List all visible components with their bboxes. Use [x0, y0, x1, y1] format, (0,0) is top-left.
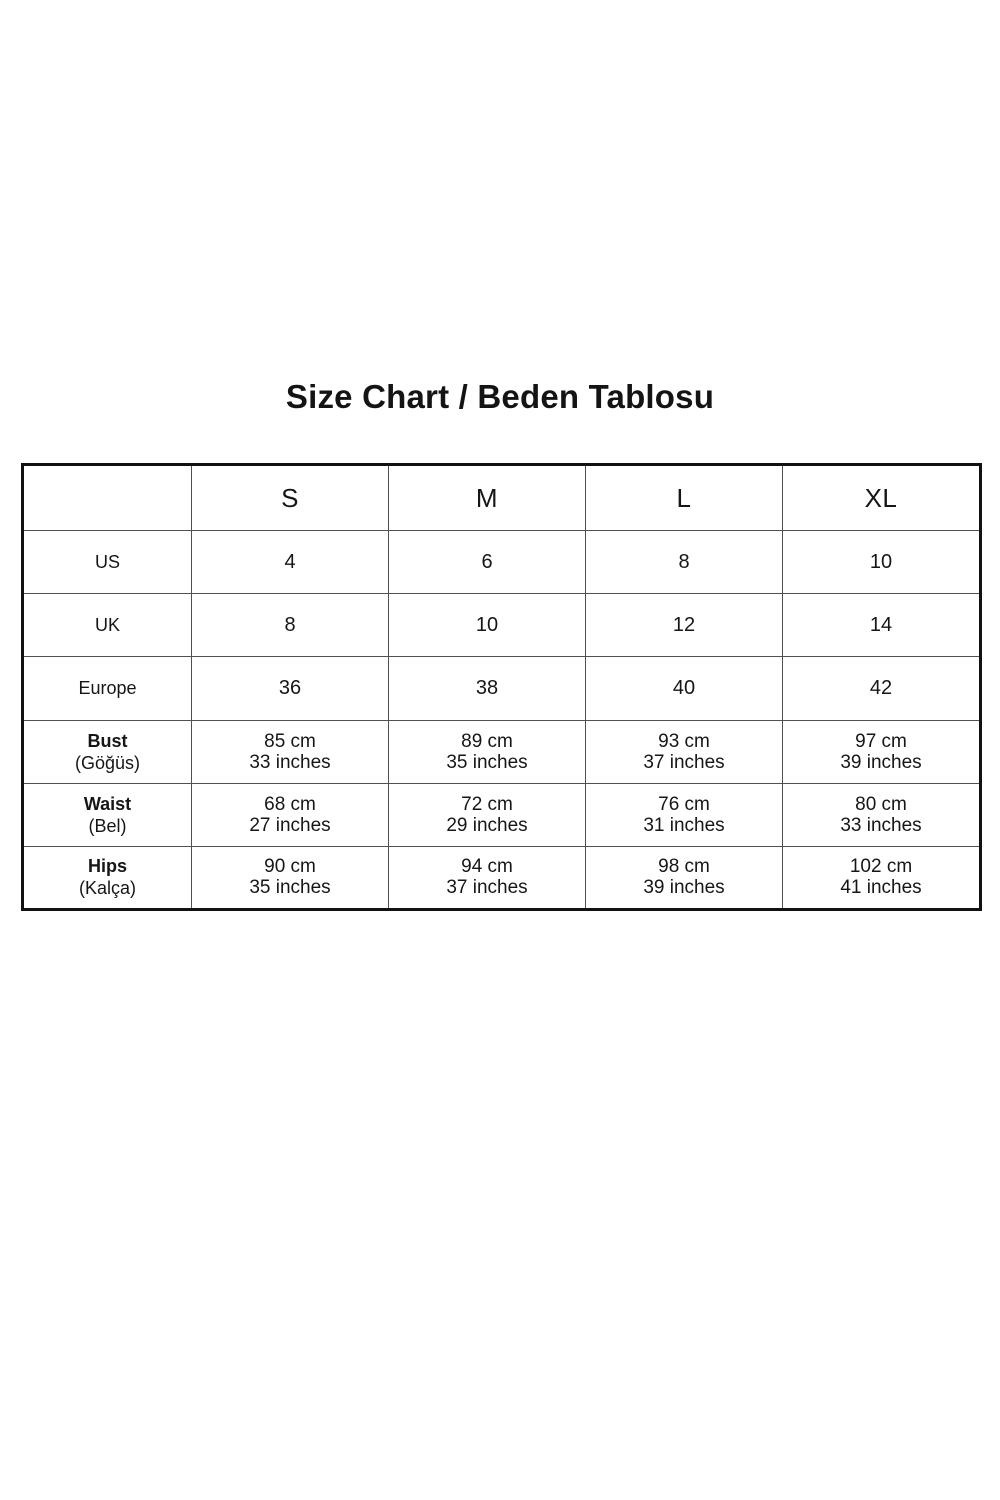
cell-waist-m [389, 783, 586, 846]
value-cm: 72 cm [461, 793, 513, 815]
cell-uk-s: 8 [192, 594, 389, 657]
cell-europe-s: 36 [192, 657, 389, 720]
row-label-waist-tr: (Bel) [88, 815, 127, 836]
cell-waist-l [586, 783, 783, 846]
row-label-waist-en: Waist [83, 793, 132, 814]
cell-uk-xl: 14 [783, 594, 981, 657]
row-label-hips-tr: (Kalça) [78, 878, 136, 899]
value-cm: 94 cm [461, 856, 513, 878]
cell-us-l: 8 [586, 531, 783, 594]
value-cm: 97 cm [855, 730, 907, 752]
cell-us-m: 6 [389, 531, 586, 594]
cell-bust-s [192, 720, 389, 783]
value-cm: 98 cm [658, 856, 710, 878]
table-row-waist [23, 783, 981, 846]
cell-hips-s [192, 846, 389, 909]
column-header-m: M [389, 465, 586, 531]
page-title: Size Chart / Beden Tablosu [285, 378, 715, 415]
cell-europe-xl: 42 [783, 657, 981, 720]
value-inches: 35 inches [249, 877, 331, 899]
cell-waist-xl [783, 783, 981, 846]
value-cm: 76 cm [658, 793, 710, 815]
cell-uk-l: 12 [586, 594, 783, 657]
value-cm: 90 cm [264, 856, 316, 878]
column-header-xl: XL [783, 465, 981, 531]
value-inches: 39 inches [840, 751, 922, 773]
table-row-europe [23, 657, 981, 720]
corner-cell [23, 465, 192, 531]
value-inches: 33 inches [840, 814, 922, 836]
cell-hips-m [389, 846, 586, 909]
value-cm: 80 cm [855, 793, 907, 815]
row-label-europe: Europe [23, 657, 192, 720]
cell-bust-m [389, 720, 586, 783]
cell-waist-s [192, 783, 389, 846]
value-cm: 93 cm [658, 730, 710, 752]
row-label-waist [23, 783, 192, 846]
cell-hips-l [586, 846, 783, 909]
value-cm: 85 cm [264, 730, 316, 752]
value-cm: 68 cm [264, 793, 316, 815]
column-header-l: L [586, 465, 783, 531]
table-row-us [23, 531, 981, 594]
value-inches: 27 inches [249, 814, 331, 836]
value-inches: 37 inches [446, 877, 528, 899]
value-inches: 39 inches [643, 877, 725, 899]
cell-bust-xl [783, 720, 981, 783]
row-label-hips-en: Hips [87, 856, 127, 877]
row-label-bust-en: Bust [87, 730, 128, 751]
row-label-us: US [23, 531, 192, 594]
cell-bust-l [586, 720, 783, 783]
column-header-s: S [192, 465, 389, 531]
value-inches: 41 inches [840, 877, 922, 899]
cell-us-s: 4 [192, 531, 389, 594]
cell-europe-m: 38 [389, 657, 586, 720]
row-label-hips [23, 846, 192, 909]
table-row-bust [23, 720, 981, 783]
value-cm: 89 cm [461, 730, 513, 752]
value-inches: 37 inches [643, 751, 725, 773]
value-inches: 35 inches [446, 751, 528, 773]
table-header-row [23, 465, 981, 531]
size-chart-table [21, 463, 982, 911]
cell-us-xl: 10 [783, 531, 981, 594]
value-inches: 31 inches [643, 814, 725, 836]
cell-uk-m: 10 [389, 594, 586, 657]
row-label-bust [23, 720, 192, 783]
value-cm: 102 cm [849, 856, 913, 878]
cell-europe-l: 40 [586, 657, 783, 720]
table-row-hips [23, 846, 981, 909]
value-inches: 33 inches [249, 751, 331, 773]
row-label-bust-tr: (Göğüs) [74, 752, 141, 773]
table-row-uk [23, 594, 981, 657]
value-inches: 29 inches [446, 814, 528, 836]
row-label-uk: UK [23, 594, 192, 657]
cell-hips-xl [783, 846, 981, 909]
